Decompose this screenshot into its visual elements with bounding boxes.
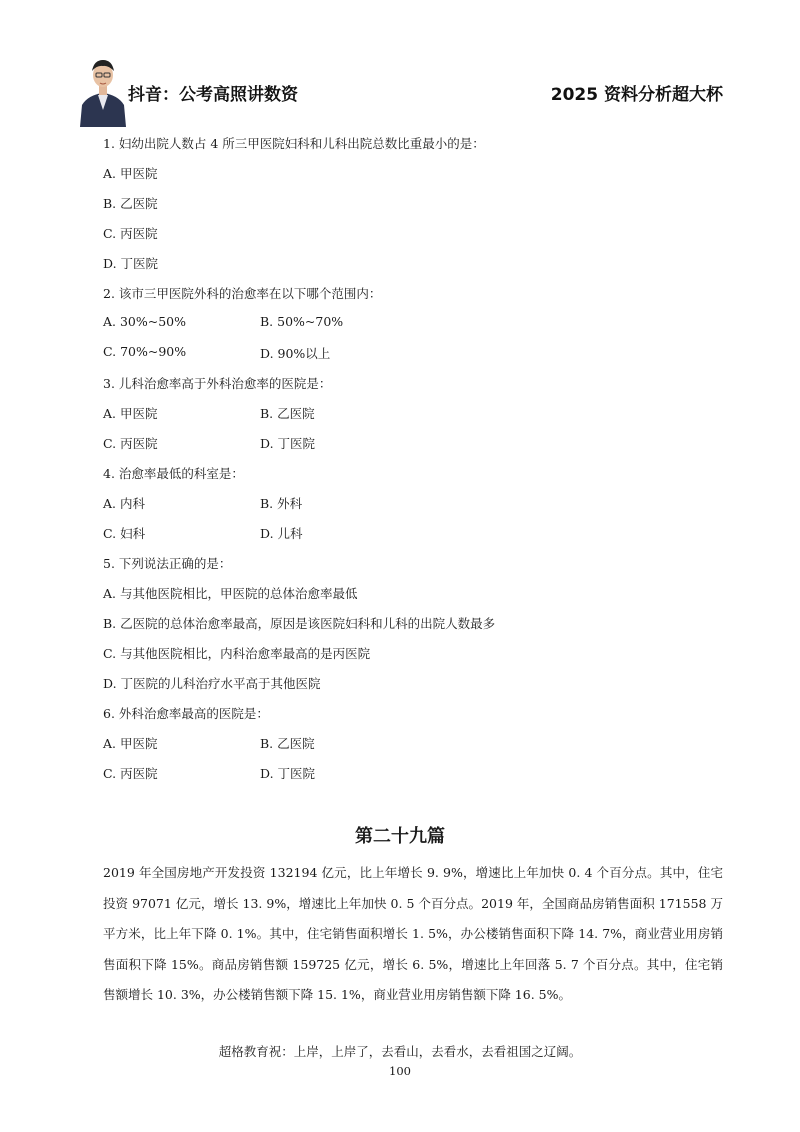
option: C. 妇科 [103,526,146,541]
question-stem: 4. 治愈率最低的科室是： [103,466,244,481]
paragraph-text: 2019 年全国房地产开发投资 132194 亿元，比上年增长 9. 9%，增速比上年加快 0. 4 个百分点。其中，住宅投资 97071 亿元，增长 13. 9%，增速比上年加快 0. 5 个百分点。2019 年，全国商品房销售面积 171558 万平方米，比上年下降 0. 1%。其中，住宅销售面积增长 1. 5%，办公楼销售面积下降 14. 7%，商业营业用房销售面积下降 15%。商品房销售额 159725 亿元，增长 6. 5%，增速比上年回落 5. 7 个百分点。其中，住宅销售额增长 10. 3%，办公楼销售额下降 15. 1%，商业营业用房销售额下降 16. 5%。 [103,865,723,1002]
header-channel-text: 抖音：公考高照讲数资 [128,85,298,105]
question-stem: 2. 该市三甲医院外科的治愈率在以下哪个范围内： [103,286,382,301]
section-title: 第二十九篇 [355,826,445,847]
option: A. 与其他医院相比，甲医院的总体治愈率最低 [103,586,358,601]
option: B. 50%~70% [260,314,344,329]
page-number: 100 [389,1064,411,1078]
option: D. 丁医院的儿科治疗水平高于其他医院 [103,676,321,691]
option: B. 乙医院的总体治愈率最高，原因是该医院妇科和儿科的出院人数最多 [103,616,496,631]
question-stem: 5. 下列说法正确的是： [103,556,232,571]
page-header [0,0,800,130]
avatar [78,55,128,127]
option: C. 丙医院 [103,436,158,451]
option: A. 内科 [103,496,145,511]
option: C. 70%~90% [103,344,187,359]
question-stem: 6. 外科治愈率最高的医院是： [103,706,269,721]
option: B. 乙医院 [103,196,158,211]
option: A. 甲医院 [103,166,158,181]
option: B. 外科 [260,496,303,511]
option: D. 丁医院 [260,766,316,781]
footer-motto: 超格教育祝：上岸，上岸了，去看山，去看水，去看祖国之辽阔。 [218,1044,582,1059]
section-paragraph [103,858,723,1011]
option: C. 与其他医院相比，内科治愈率最高的是丙医院 [103,646,371,661]
option: B. 乙医院 [260,736,315,751]
option: C. 丙医院 [103,226,158,241]
question-stem: 3. 儿科治愈率高于外科治愈率的医院是： [103,376,332,391]
option: C. 丙医院 [103,766,158,781]
question-stem: 1. 妇幼出院人数占 4 所三甲医院妇科和儿科出院总数比重最小的是： [103,136,485,151]
option: D. 丁医院 [103,256,159,271]
option: B. 乙医院 [260,406,315,421]
option: D. 丁医院 [260,436,316,451]
option: D. 90%以上 [260,346,331,361]
option: A. 甲医院 [103,736,158,751]
header-book-title: 2025 资料分析超大杯 [550,85,723,105]
option: A. 30%~50% [103,314,187,329]
option: D. 儿科 [260,526,303,541]
option: A. 甲医院 [103,406,158,421]
